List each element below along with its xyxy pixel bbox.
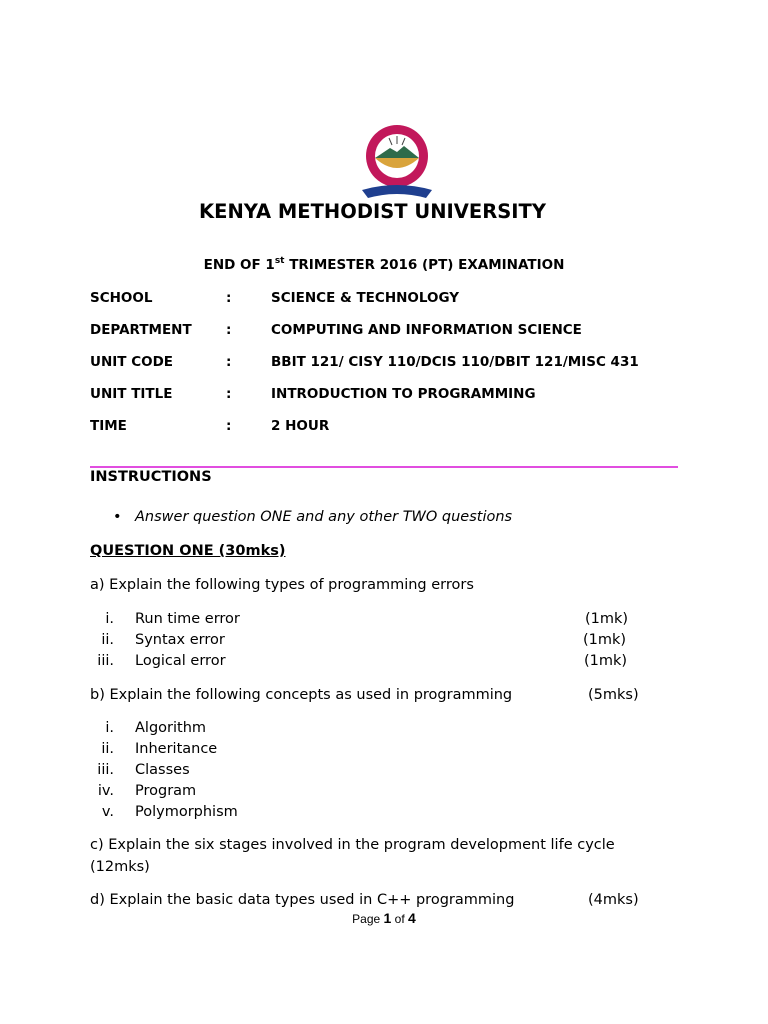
question-a-item: Syntax error <box>135 632 225 648</box>
item-number: iii. <box>97 762 114 778</box>
item-number: ii. <box>101 632 114 648</box>
question-b-item: Classes <box>135 762 190 778</box>
info-value: 2 HOUR <box>271 418 330 434</box>
item-number: iv. <box>97 783 114 799</box>
question-a-item: Run time error <box>135 611 240 627</box>
marks-label: (1mk) <box>584 653 628 669</box>
page-footer: Page 1 of 4 <box>352 910 416 926</box>
marks-label: (4mks) <box>588 892 639 908</box>
info-label: UNIT TITLE <box>90 386 173 402</box>
info-colon: : <box>226 290 232 306</box>
question-b-item: Program <box>135 783 197 799</box>
question-one-heading: QUESTION ONE (30mks) <box>90 543 286 559</box>
info-label: SCHOOL <box>90 290 153 306</box>
info-label: TIME <box>90 418 127 434</box>
bullet-icon: • <box>113 509 122 525</box>
question-a-item: Logical error <box>135 653 226 669</box>
info-colon: : <box>226 322 232 338</box>
question-a-text: a) Explain the following types of programming errors <box>90 577 474 593</box>
university-name: KENYA METHODIST UNIVERSITY <box>199 200 546 223</box>
info-label: DEPARTMENT <box>90 322 192 338</box>
section-divider <box>90 466 678 468</box>
item-number: ii. <box>101 741 114 757</box>
info-value: COMPUTING AND INFORMATION SCIENCE <box>271 322 582 338</box>
question-b-item: Algorithm <box>135 720 207 736</box>
info-value: BBIT 121/ CISY 110/DCIS 110/DBIT 121/MISC 431 <box>271 354 639 370</box>
info-label: UNIT CODE <box>90 354 174 370</box>
info-value: INTRODUCTION TO PROGRAMMING <box>271 386 536 402</box>
item-number: iii. <box>97 653 114 669</box>
marks-label: (1mk) <box>585 611 629 627</box>
item-number: i. <box>105 611 114 627</box>
exam-title: END OF 1st TRIMESTER 2016 (PT) EXAMINATION <box>203 256 565 273</box>
instructions-heading: INSTRUCTIONS <box>90 469 212 485</box>
question-b-text: b) Explain the following concepts as used in programming <box>90 687 513 703</box>
item-number: v. <box>101 804 114 820</box>
marks-label: (5mks) <box>588 687 639 703</box>
instruction-text: Answer question ONE and any other TWO questions <box>135 509 513 525</box>
info-colon: : <box>226 386 232 402</box>
question-b-item: Inheritance <box>135 741 218 757</box>
university-logo <box>360 124 434 202</box>
info-colon: : <box>226 418 232 434</box>
info-value: SCIENCE & TECHNOLOGY <box>271 290 460 306</box>
question-c-text: c) Explain the six stages involved in the program development life cycle <box>90 837 615 853</box>
item-number: i. <box>105 720 114 736</box>
question-d-text: d) Explain the basic data types used in C++ programming <box>90 892 515 908</box>
question-c-marks: (12mks) <box>90 859 150 875</box>
marks-label: (1mk) <box>583 632 627 648</box>
question-b-item: Polymorphism <box>135 804 238 820</box>
info-colon: : <box>226 354 232 370</box>
